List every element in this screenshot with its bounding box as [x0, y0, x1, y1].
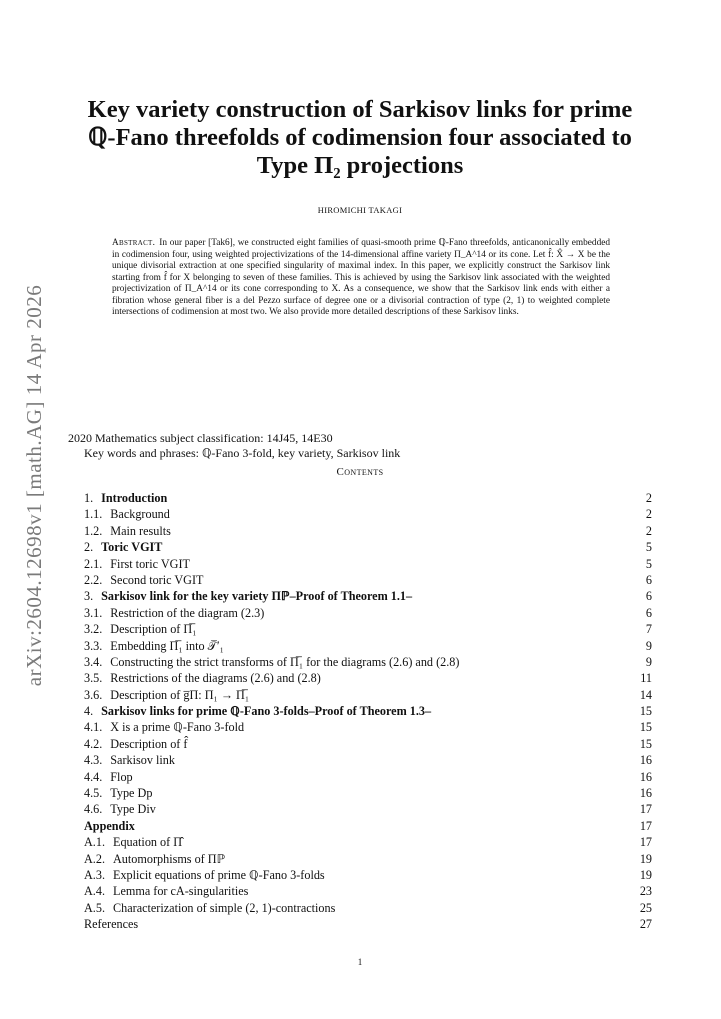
toc-entry-title: Type Dp: [110, 786, 153, 801]
toc-entry-left: [84, 719, 244, 735]
toc-entry-page: 14: [639, 687, 652, 702]
toc-entry-title: Type Div: [110, 802, 156, 817]
toc-entry-title: Description of g̅Π: Π₁ → Π̅₁: [110, 687, 250, 702]
toc-entry-title: Lemma for cA-singularities: [113, 884, 249, 899]
toc-entry-number: A.2.: [84, 851, 105, 866]
table-of-contents: [84, 490, 652, 933]
toc-entry-page: 25: [639, 900, 652, 915]
toc-entry-title: Equation of Π̂: [113, 835, 183, 850]
toc-entry[interactable]: [84, 539, 652, 555]
toc-entry[interactable]: [84, 883, 652, 899]
toc-entry[interactable]: [84, 916, 652, 932]
toc-entry-left: [84, 588, 412, 604]
toc-entry[interactable]: [84, 867, 652, 883]
toc-entry-title: Toric VGIT: [101, 540, 163, 555]
toc-entry-left: [84, 654, 459, 670]
toc-entry-left: [84, 670, 321, 686]
toc-entry-title: Characterization of simple (2, 1)-contractions: [113, 900, 336, 915]
toc-entry-title: Automorphisms of Πℙ: [113, 851, 226, 866]
toc-entry-number: 3.1.: [84, 605, 103, 620]
toc-entry[interactable]: [84, 588, 652, 604]
toc-entry-number: 1.1.: [84, 507, 103, 522]
toc-entry-title: Description of Π̅₁: [110, 622, 197, 637]
toc-entry[interactable]: [84, 851, 652, 867]
toc-entry[interactable]: [84, 621, 652, 637]
toc-entry[interactable]: [84, 490, 652, 506]
toc-entry-title: X is a prime ℚ-Fano 3-fold: [110, 720, 245, 735]
toc-entry-number: 3.6.: [84, 687, 103, 702]
toc-entry[interactable]: [84, 801, 652, 817]
toc-entry-title: Appendix: [84, 818, 135, 833]
toc-entry-page: 5: [645, 556, 652, 571]
toc-entry-number: 1.2.: [84, 523, 103, 538]
toc-entry-number: A.1.: [84, 835, 105, 850]
toc-entry[interactable]: [84, 769, 652, 785]
toc-entry-page: 23: [639, 884, 652, 899]
keywords: Key words and phrases: ℚ-Fano 3-fold, key variety, Sarkisov link: [84, 446, 401, 460]
toc-entry-title: Flop: [110, 769, 133, 784]
toc-entry-page: 2: [645, 491, 652, 505]
author: HIROMICHI TAKAGI: [317, 205, 403, 215]
toc-entry-page: 16: [639, 786, 652, 801]
toc-entry-page: 17: [639, 802, 652, 817]
contents-heading: Contents: [336, 466, 384, 478]
toc-entry[interactable]: [84, 900, 652, 916]
toc-entry-page: 27: [639, 917, 652, 932]
toc-entry-page: 16: [639, 753, 652, 768]
toc-entry-left: [84, 801, 156, 817]
toc-entry-left: [84, 916, 138, 932]
title-line-3: Type Π₂ projections: [256, 152, 464, 179]
toc-entry-page: 9: [645, 654, 652, 669]
arxiv-stamp: [20, 285, 50, 685]
toc-entry-title: Sarkisov links for prime ℚ-Fano 3-folds–Proof of Theorem 1.3–: [101, 704, 432, 719]
title-line-1: Key variety construction of Sarkisov links for prime: [87, 96, 633, 123]
toc-entry-number: A.4.: [84, 884, 105, 899]
toc-entry-number: 4.6.: [84, 802, 103, 817]
toc-entry-title: Explicit equations of prime ℚ-Fano 3-folds: [113, 867, 325, 882]
toc-entry-number: A.3.: [84, 867, 105, 882]
toc-entry[interactable]: [84, 785, 652, 801]
toc-entry-number: 4.1.: [84, 720, 103, 735]
toc-entry-title: Background: [110, 507, 170, 522]
toc-entry-left: [84, 605, 264, 621]
toc-entry-page: 6: [645, 605, 652, 620]
toc-entry-page: 7: [645, 622, 652, 637]
paper-title: [60, 96, 660, 180]
toc-entry[interactable]: [84, 818, 652, 834]
toc-entry-page: 19: [639, 851, 652, 866]
toc-entry-page: 15: [639, 704, 652, 719]
toc-entry[interactable]: [84, 654, 652, 670]
toc-entry-title: References: [84, 917, 139, 932]
toc-entry-left: [84, 818, 135, 834]
abstract-text: In our paper [Tak6], we constructed eight families of quasi-smooth prime ℚ-Fano threefolds, anticanonically embedded in codimension four, using weighted projectivizations of the 14-dimensional affine variety Π_A^14 or its cone. Let f̂: X̂ → X be the unique divisorial extraction at one specified singularity of maximal index. In this paper, we explicitly construct the Sarkisov link starting from f̂ for X belonging to seven of these families. This is achieved by using the Sarkisov link associated with the weighted projectivization of Π_A^14 or its cone corresponding to X. As a consequence, we show that the Sarkisov link ends with either a fibration whose general fiber is a del Pezzo surface of degree one or a divisorial contraction of type (2, 1) to weighted complete intersections of codimension at most two. We also provide more detailed descriptions of these Sarkisov links.: [112, 238, 610, 317]
toc-entry-number: 1.: [84, 491, 94, 505]
toc-entry[interactable]: [84, 556, 652, 572]
toc-entry-title: Sarkisov link for the key variety Πℙ–Proof of Theorem 1.1–: [101, 589, 413, 604]
toc-entry-left: [84, 834, 182, 850]
abstract-label: Abstract.: [112, 238, 156, 248]
toc-entry-title: Embedding Π̅₁ into 𝒯̅′₁: [110, 638, 224, 653]
toc-entry-title: Second toric VGIT: [110, 572, 204, 587]
toc-entry[interactable]: [84, 605, 652, 621]
toc-entry-left: [84, 752, 175, 768]
toc-entry-title: First toric VGIT: [110, 556, 190, 571]
toc-entry-title: Description of f̂: [110, 736, 188, 751]
toc-entry-left: [84, 621, 196, 637]
toc-entry-left: [84, 523, 171, 539]
toc-entry-left: [84, 539, 162, 555]
toc-entry-number: 2.2.: [84, 572, 103, 587]
toc-entry-number: 2.1.: [84, 556, 103, 571]
toc-entry-number: 3.4.: [84, 654, 103, 669]
toc-entry-number: 2.: [84, 540, 94, 555]
toc-entry-number: 3.5.: [84, 671, 103, 686]
toc-entry-page: 19: [639, 867, 652, 882]
toc-entry-page: 2: [645, 523, 652, 538]
toc-entry[interactable]: [84, 638, 652, 654]
abstract: [112, 238, 610, 319]
toc-entry-left: [84, 703, 431, 719]
toc-entry-number: A.5.: [84, 900, 105, 915]
toc-entry-left: [84, 867, 325, 883]
toc-entry-number: 4.4.: [84, 769, 103, 784]
toc-entry[interactable]: [84, 719, 652, 735]
toc-entry-title: Restriction of the diagram (2.3): [110, 605, 265, 620]
toc-entry-number: 4.2.: [84, 736, 103, 751]
page-number: 1: [357, 957, 363, 967]
toc-entry-left: [84, 572, 203, 588]
toc-entry-number: 4.3.: [84, 753, 103, 768]
toc-entry[interactable]: [84, 572, 652, 588]
toc-entry-page: 9: [645, 638, 652, 653]
arxiv-stamp-text: arXiv:2604.12698v1 [math.AG] 14 Apr 2026: [22, 284, 47, 686]
msc-classification: 2020 Mathematics subject classification: 14J45, 14E30: [68, 431, 333, 445]
toc-entry[interactable]: [84, 687, 652, 703]
toc-entry-number: 4.5.: [84, 786, 103, 801]
toc-entry-left: [84, 556, 190, 572]
toc-entry-page: 15: [639, 720, 652, 735]
toc-entry[interactable]: [84, 506, 652, 522]
toc-entry-number: 3.3.: [84, 638, 103, 653]
toc-entry-left: [84, 785, 152, 801]
toc-entry-left: [84, 736, 187, 752]
toc-entry-left: [84, 687, 249, 703]
toc-entry[interactable]: [84, 703, 652, 719]
toc-entry-left: [84, 638, 224, 654]
title-line-2: ℚ-Fano threefolds of codimension four associated to: [88, 124, 632, 151]
toc-entry-page: 15: [639, 736, 652, 751]
toc-entry-left: [84, 883, 248, 899]
toc-entry-left: [84, 769, 133, 785]
toc-entry-title: Constructing the strict transforms of Π̅₁ for the diagrams (2.6) and (2.8): [110, 654, 460, 669]
toc-entry-page: 6: [645, 589, 652, 604]
toc-entry-left: [84, 506, 170, 522]
toc-entry-page: 11: [640, 671, 652, 686]
toc-entry-page: 17: [639, 818, 652, 833]
toc-entry-title: Restrictions of the diagrams (2.6) and (2.8): [110, 671, 321, 686]
toc-entry-page: 2: [645, 507, 652, 522]
toc-entry[interactable]: [84, 752, 652, 768]
toc-entry-number: 3.: [84, 589, 94, 604]
toc-entry-page: 16: [639, 769, 652, 784]
toc-entry[interactable]: [84, 523, 652, 539]
toc-entry-left: [84, 490, 167, 506]
toc-entry-title: Sarkisov link: [110, 753, 175, 768]
toc-entry-number: 4.: [84, 704, 94, 719]
toc-entry-title: Introduction: [101, 491, 168, 505]
msc-block: [68, 431, 668, 461]
toc-entry[interactable]: [84, 736, 652, 752]
toc-entry-left: [84, 851, 225, 867]
toc-entry-page: 5: [645, 540, 652, 555]
toc-entry[interactable]: [84, 670, 652, 686]
toc-entry-page: 6: [645, 572, 652, 587]
toc-entry-left: [84, 900, 335, 916]
toc-entry-page: 17: [639, 835, 652, 850]
toc-entry-title: Main results: [110, 523, 171, 538]
toc-entry[interactable]: [84, 834, 652, 850]
toc-entry-number: 3.2.: [84, 622, 103, 637]
